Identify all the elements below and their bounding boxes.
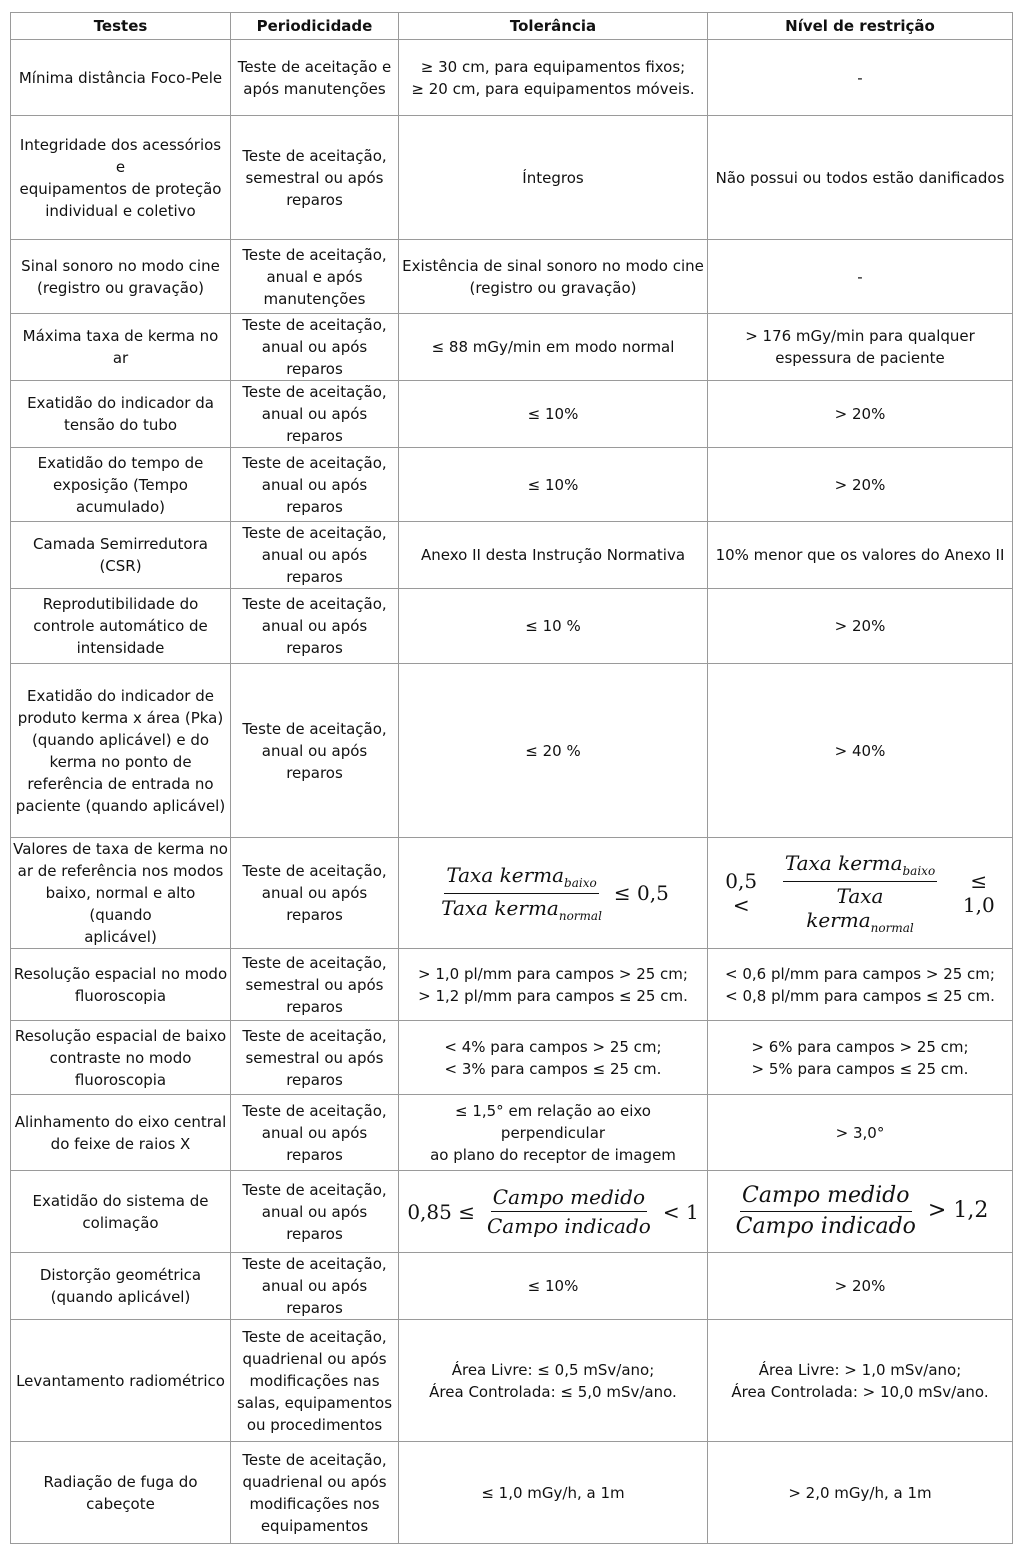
periodicity-cell: Teste de aceitação, semestral ou após reparos xyxy=(231,949,399,1021)
header-tolerancia: Tolerância xyxy=(399,13,708,40)
periodicity-cell: Teste de aceitação, anual ou após reparos xyxy=(231,838,399,949)
tolerance-cell: ≤ 1,5° em relação ao eixo perpendicular ao plano do receptor de imagem xyxy=(399,1095,708,1171)
table-row xyxy=(11,240,1013,314)
test-name-cell: Mínima distância Foco-Pele xyxy=(11,40,231,116)
table-row xyxy=(11,40,1013,116)
tolerance-cell: Área Livre: ≤ 0,5 mSv/ano; Área Controlada: ≤ 5,0 mSv/ano. xyxy=(399,1320,708,1442)
restriction-cell: > 20% xyxy=(708,381,1013,448)
test-name-cell: Sinal sonoro no modo cine (registro ou gravação) xyxy=(11,240,231,314)
table-row xyxy=(11,589,1013,664)
tolerance-cell: Existência de sinal sonoro no modo cine (registro ou gravação) xyxy=(399,240,708,314)
periodicity-cell: Teste de aceitação, anual ou após reparos xyxy=(231,1253,399,1320)
fraction xyxy=(485,1185,653,1238)
denominator-text: Taxa kerma xyxy=(441,895,559,920)
header-nivel-restricao: Nível de restrição xyxy=(708,13,1013,40)
fraction-denominator xyxy=(778,882,941,935)
periodicity-cell: Teste de aceitação, semestral ou após reparos xyxy=(231,1021,399,1095)
fraction-numerator: Campo medido xyxy=(740,1183,911,1212)
formula-relation: ≤ 0,5 xyxy=(613,881,669,905)
numerator-subscript: baixo xyxy=(902,864,936,879)
table-row xyxy=(11,1095,1013,1171)
test-name-cell: Alinhamento do eixo central do feixe de raios X xyxy=(11,1095,231,1171)
restriction-formula-cell xyxy=(708,838,1013,949)
denominator-subscript: normal xyxy=(870,920,914,935)
periodicity-cell: Teste de aceitação, quadrienal ou após modificações nas salas, equipamentos ou procedimentos xyxy=(231,1320,399,1442)
fraction xyxy=(734,1183,918,1241)
numerator-subscript: baixo xyxy=(564,876,597,891)
tolerance-cell: ≤ 10% xyxy=(399,448,708,522)
header-row xyxy=(11,13,1013,40)
test-name-cell: Levantamento radiométrico xyxy=(11,1320,231,1442)
test-name-cell: Distorção geométrica (quando aplicável) xyxy=(11,1253,231,1320)
restriction-cell: - xyxy=(708,40,1013,116)
fraction-numerator xyxy=(444,863,598,893)
formula-relation: < 1 xyxy=(662,1199,699,1224)
fraction-numerator xyxy=(783,851,937,881)
header-testes: Testes xyxy=(11,13,231,40)
test-name-cell: Radiação de fuga do cabeçote xyxy=(11,1442,231,1544)
fraction-denominator: Campo indicado xyxy=(735,1214,916,1239)
denominator-text: Taxa kerma xyxy=(806,883,884,932)
table-row xyxy=(11,522,1013,589)
periodicity-cell: Teste de aceitação, quadrienal ou após modificações nos equipamentos xyxy=(231,1442,399,1544)
periodicity-cell: Teste de aceitação e após manutenções xyxy=(231,40,399,116)
test-name-cell: Exatidão do sistema de colimação xyxy=(11,1171,231,1253)
periodicity-cell: Teste de aceitação, anual ou após reparos xyxy=(231,314,399,381)
table-row xyxy=(11,838,1013,949)
collimation-tolerance-formula xyxy=(403,1185,702,1238)
periodicity-cell: Teste de aceitação, anual ou após reparos xyxy=(231,589,399,664)
tolerance-formula-cell xyxy=(399,838,708,949)
periodicity-cell: Teste de aceitação, anual ou após reparos xyxy=(231,1095,399,1171)
kerma-ratio-restriction-formula xyxy=(710,851,1010,935)
qa-tests-table xyxy=(10,12,1013,1544)
test-name-cell: Integridade dos acessórios e equipamentos de proteção individual e coletivo xyxy=(11,116,231,240)
test-name-cell: Exatidão do tempo de exposição (Tempo acumulado) xyxy=(11,448,231,522)
table-row xyxy=(11,949,1013,1021)
table-row xyxy=(11,1442,1013,1544)
formula-relation: > 1,2 xyxy=(927,1198,989,1224)
restriction-cell: < 0,6 pl/mm para campos > 25 cm; < 0,8 pl/mm para campos ≤ 25 cm. xyxy=(708,949,1013,1021)
test-name-cell: Exatidão do indicador da tensão do tubo xyxy=(11,381,231,448)
restriction-cell: > 40% xyxy=(708,664,1013,838)
formula-prefix: 0,5 < xyxy=(725,869,758,917)
table-row xyxy=(11,664,1013,838)
table-row xyxy=(11,1171,1013,1253)
restriction-cell: > 6% para campos > 25 cm; > 5% para campos ≤ 25 cm. xyxy=(708,1021,1013,1095)
restriction-cell: > 20% xyxy=(708,589,1013,664)
restriction-cell: 10% menor que os valores do Anexo II xyxy=(708,522,1013,589)
restriction-cell: > 2,0 mGy/h, a 1m xyxy=(708,1442,1013,1544)
tolerance-cell: < 4% para campos > 25 cm; < 3% para campos ≤ 25 cm. xyxy=(399,1021,708,1095)
tolerance-cell: ≤ 10% xyxy=(399,381,708,448)
fraction-denominator xyxy=(439,894,604,923)
test-name-cell: Exatidão do indicador de produto kerma x área (Pka) (quando aplicável) e do kerma no ponto de referência de entrada no paciente (quando aplicável) xyxy=(11,664,231,838)
tolerance-cell: ≤ 20 % xyxy=(399,664,708,838)
table-row xyxy=(11,1320,1013,1442)
tolerance-cell: ≤ 10 % xyxy=(399,589,708,664)
restriction-cell: > 20% xyxy=(708,1253,1013,1320)
restriction-cell: > 176 mGy/min para qualquer espessura de paciente xyxy=(708,314,1013,381)
table-row xyxy=(11,1021,1013,1095)
tolerance-cell: Anexo II desta Instrução Normativa xyxy=(399,522,708,589)
fraction-numerator: Campo medido xyxy=(491,1185,647,1212)
periodicity-cell: Teste de aceitação, anual ou após reparos xyxy=(231,448,399,522)
table-row xyxy=(11,381,1013,448)
fraction-denominator: Campo indicado xyxy=(486,1214,651,1238)
restriction-cell: Área Livre: > 1,0 mSv/ano; Área Controlada: > 10,0 mSv/ano. xyxy=(708,1320,1013,1442)
test-name-cell: Reprodutibilidade do controle automático de intensidade xyxy=(11,589,231,664)
tolerance-cell: > 1,0 pl/mm para campos > 25 cm; > 1,2 pl/mm para campos ≤ 25 cm. xyxy=(399,949,708,1021)
test-name-cell: Máxima taxa de kerma no ar xyxy=(11,314,231,381)
test-name-cell: Camada Semirredutora (CSR) xyxy=(11,522,231,589)
restriction-formula-cell xyxy=(708,1171,1013,1253)
fraction xyxy=(778,851,941,935)
tolerance-cell: ≥ 30 cm, para equipamentos fixos; ≥ 20 cm, para equipamentos móveis. xyxy=(399,40,708,116)
table-row xyxy=(11,448,1013,522)
periodicity-cell: Teste de aceitação, semestral ou após reparos xyxy=(231,116,399,240)
kerma-ratio-tolerance-formula xyxy=(433,863,673,923)
collimation-restriction-formula xyxy=(728,1183,993,1241)
header-periodicidade: Periodicidade xyxy=(231,13,399,40)
periodicity-cell: Teste de aceitação, anual e após manutenções xyxy=(231,240,399,314)
tolerance-cell: Íntegros xyxy=(399,116,708,240)
restriction-cell: - xyxy=(708,240,1013,314)
tolerance-formula-cell xyxy=(399,1171,708,1253)
fraction xyxy=(439,863,604,923)
periodicity-cell: Teste de aceitação, anual ou após reparos xyxy=(231,381,399,448)
test-name-cell: Valores de taxa de kerma no ar de referência nos modos baixo, normal e alto (quando aplicável) xyxy=(11,838,231,949)
tolerance-cell: ≤ 1,0 mGy/h, a 1m xyxy=(399,1442,708,1544)
formula-prefix: 0,85 ≤ xyxy=(407,1199,475,1224)
tolerance-cell: ≤ 88 mGy/min em modo normal xyxy=(399,314,708,381)
test-name-cell: Resolução espacial de baixo contraste no modo fluoroscopia xyxy=(11,1021,231,1095)
numerator-text: Taxa kerma xyxy=(446,863,565,888)
table-row xyxy=(11,116,1013,240)
table-row xyxy=(11,314,1013,381)
restriction-cell: > 3,0° xyxy=(708,1095,1013,1171)
restriction-cell: Não possui ou todos estão danificados xyxy=(708,116,1013,240)
periodicity-cell: Teste de aceitação, anual ou após reparos xyxy=(231,522,399,589)
periodicity-cell: Teste de aceitação, anual ou após reparos xyxy=(231,664,399,838)
table-row xyxy=(11,1253,1013,1320)
restriction-cell: > 20% xyxy=(708,448,1013,522)
numerator-text: Taxa kerma xyxy=(784,851,903,876)
periodicity-cell: Teste de aceitação, anual ou após reparos xyxy=(231,1171,399,1253)
test-name-cell: Resolução espacial no modo fluoroscopia xyxy=(11,949,231,1021)
tolerance-cell: ≤ 10% xyxy=(399,1253,708,1320)
denominator-subscript: normal xyxy=(558,908,602,923)
formula-relation: ≤ 1,0 xyxy=(962,869,995,917)
